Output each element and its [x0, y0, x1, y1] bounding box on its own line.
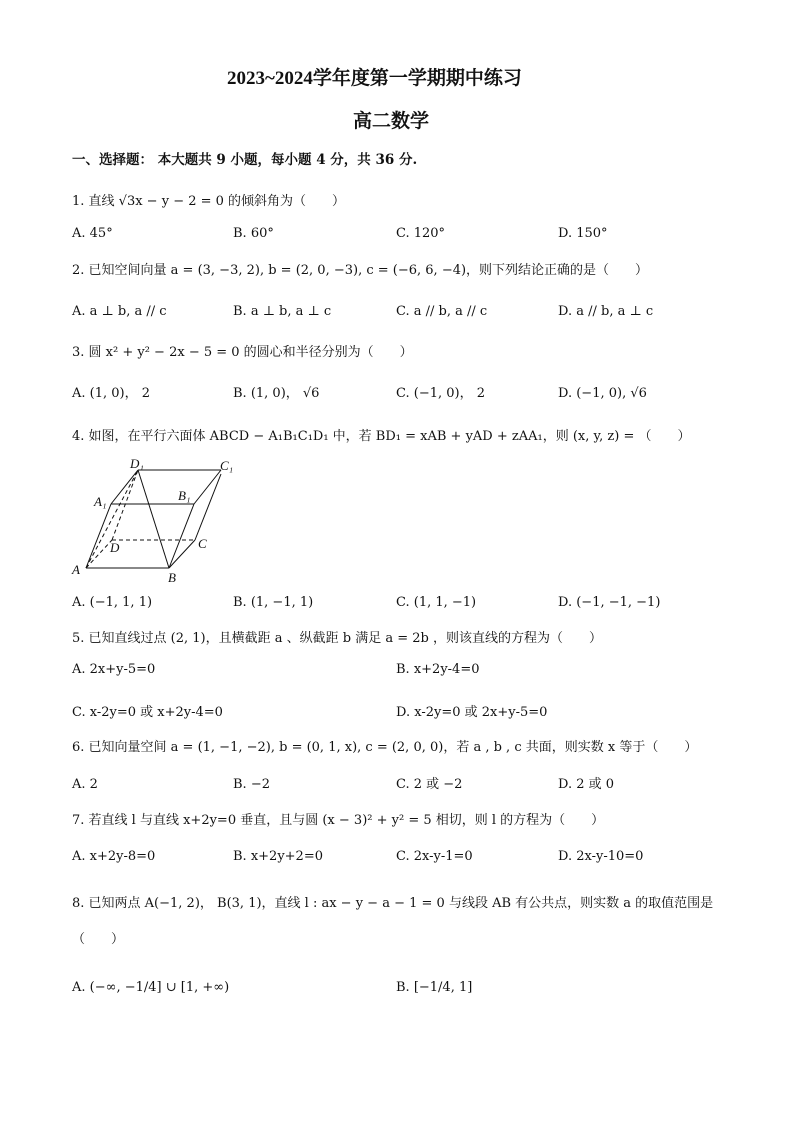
question-2-option-b: B. a ⊥ b, a ⊥ c [233, 304, 332, 319]
question-1-stem: 1. 直线 √3x − y − 2 = 0 的倾斜角为（ ） [72, 194, 346, 209]
figure-label-a1: A₁ [94, 494, 107, 509]
question-4-option-b: B. (1, −1, 1) [233, 595, 314, 610]
question-7-option-a: A. x+2y-8=0 [72, 849, 156, 864]
question-1-option-b: B. 60° [233, 226, 274, 241]
question-3-option-b: B. (1, 0)， √6 [233, 386, 320, 401]
page-subtitle: 高二数学 [353, 111, 430, 132]
question-6-option-b: B. −2 [233, 777, 270, 792]
parallelepiped-figure [70, 458, 250, 583]
question-7-option-c: C. 2x-y-1=0 [396, 849, 473, 864]
question-5-option-a: A. 2x+y-5=0 [72, 662, 156, 677]
question-2-option-a: A. a ⊥ b, a // c [72, 304, 167, 319]
question-2-stem: 2. 已知空间向量 a = (3, −3, 2), b = (2, 0, −3), c = (−6, 6, −4)，则下列结论正确的是（ ） [72, 263, 649, 278]
question-6-option-d: D. 2 或 0 [558, 777, 615, 792]
question-8-option-a: A. (−∞, −1/4] ∪ [1, +∞) [72, 980, 230, 995]
question-2-option-d: D. a // b, a ⊥ c [558, 304, 654, 319]
figure-label-b1: B₁ [178, 488, 191, 503]
question-5-option-b: B. x+2y-4=0 [396, 662, 480, 677]
question-8-stem-continued: （ ） [72, 932, 125, 947]
question-5-option-d: D. x-2y=0 或 2x+y-5=0 [396, 705, 548, 720]
question-1-option-c: C. 120° [396, 226, 446, 241]
question-8-option-b: B. [−1/4, 1] [396, 980, 473, 995]
figure-label-a: A [72, 562, 80, 577]
question-6-option-a: A. 2 [72, 777, 98, 792]
page-title: 2023~2024学年度第一学期期中练习 [227, 68, 522, 89]
question-8-stem: 8. 已知两点 A(−1, 2)， B(3, 1)，直线 l : ax − y − a − 1 = 0 与线段 AB 有公共点，则实数 a 的取值范围是 [72, 896, 714, 911]
section-heading: 一、选择题： 本大题共 9 小题，每小题 4 分，共 36 分. [72, 152, 418, 168]
figure-label-c1: C₁ [220, 458, 234, 473]
question-7-stem: 7. 若直线 l 与直线 x+2y=0 垂直，且与圆 (x − 3)² + y² = 5 相切，则 l 的方程为（ ） [72, 813, 605, 828]
question-4-option-a: A. (−1, 1, 1) [72, 595, 153, 610]
question-6-stem: 6. 已知向量空间 a = (1, −1, −2), b = (0, 1, x), c = (2, 0, 0)，若 a , b , c 共面，则实数 x 等于（ ） [72, 740, 698, 755]
question-3-option-c: C. (−1, 0)， 2 [396, 386, 485, 401]
question-1-option-d: D. 150° [558, 226, 608, 241]
question-7-option-d: D. 2x-y-10=0 [558, 849, 644, 864]
question-4-stem: 4. 如图，在平行六面体 ABCD − A₁B₁C₁D₁ 中，若 BD₁ = xAB + yAD + zAA₁，则 (x, y, z) = （ ） [72, 429, 691, 444]
question-4-option-c: C. (1, 1, −1) [396, 595, 477, 610]
figure-label-d: D [110, 540, 120, 555]
question-4-option-d: D. (−1, −1, −1) [558, 595, 661, 610]
question-5-stem: 5. 已知直线过点 (2, 1)，且横截距 a 、纵截距 b 满足 a = 2b ，则该直线的方程为（ ） [72, 631, 602, 646]
question-6-option-c: C. 2 或 −2 [396, 777, 463, 792]
figure-label-d1: D₁ [130, 458, 144, 471]
question-3-option-d: D. (−1, 0), √6 [558, 386, 647, 401]
question-2-option-c: C. a // b, a // c [396, 304, 488, 319]
question-7-option-b: B. x+2y+2=0 [233, 849, 323, 864]
question-5-option-c: C. x-2y=0 或 x+2y-4=0 [72, 705, 223, 720]
question-3-stem: 3. 圆 x² + y² − 2x − 5 = 0 的圆心和半径分别为（ ） [72, 345, 413, 360]
question-1-option-a: A. 45° [72, 226, 113, 241]
figure-label-c: C [198, 536, 207, 551]
figure-label-b: B [168, 570, 176, 583]
question-3-option-a: A. (1, 0)， 2 [72, 386, 151, 401]
